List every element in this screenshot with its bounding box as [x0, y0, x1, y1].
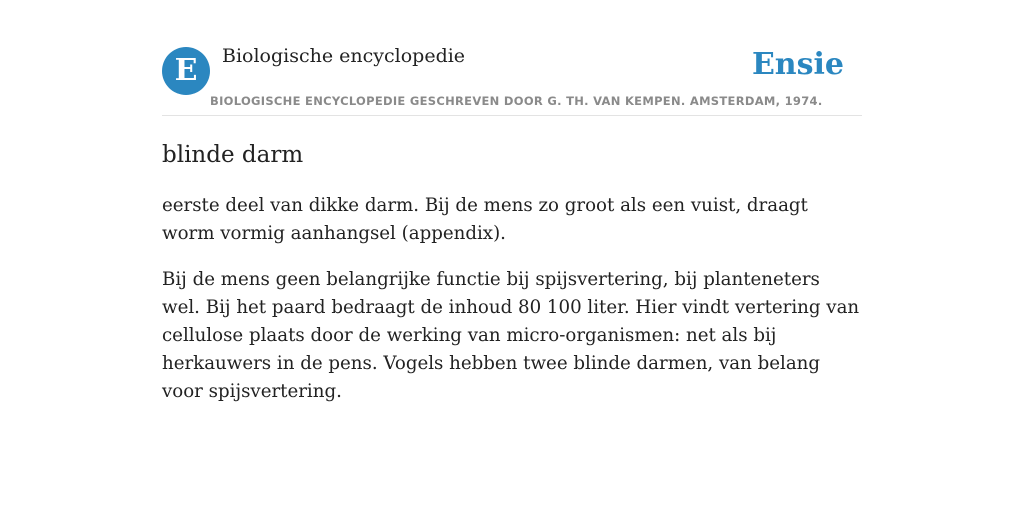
source-logo-icon[interactable]: E: [162, 47, 210, 95]
page: [162, 0, 862, 424]
entry-title: blinde darm: [162, 142, 304, 168]
entry-body: [162, 192, 862, 406]
entry-paragraph: Bij de mens geen belangrijke functie bij spijsvertering, bij planteneters wel. Bij het paard bedraagt de inhoud 80 100 liter. Hier vindt vertering van cellulose plaats door de werking van micro-organismen: net als bij herkauwers in de pens. Vogels hebben twee blinde darmen, van belang voor spijsvertering.: [162, 268, 860, 402]
brand-logo[interactable]: Ensie: [751, 47, 844, 82]
entry-paragraph: eerste deel van dikke darm. Bij de mens zo groot als een vuist, draagt worm vormig aanhangsel (appendix).: [162, 194, 808, 244]
source-description: BIOLOGISCHE ENCYCLOPEDIE GESCHREVEN DOOR G. TH. VAN KEMPEN. AMSTERDAM, 1974.: [210, 94, 823, 108]
source-title[interactable]: Biologische encyclopedie: [222, 45, 466, 67]
header: [162, 0, 862, 116]
